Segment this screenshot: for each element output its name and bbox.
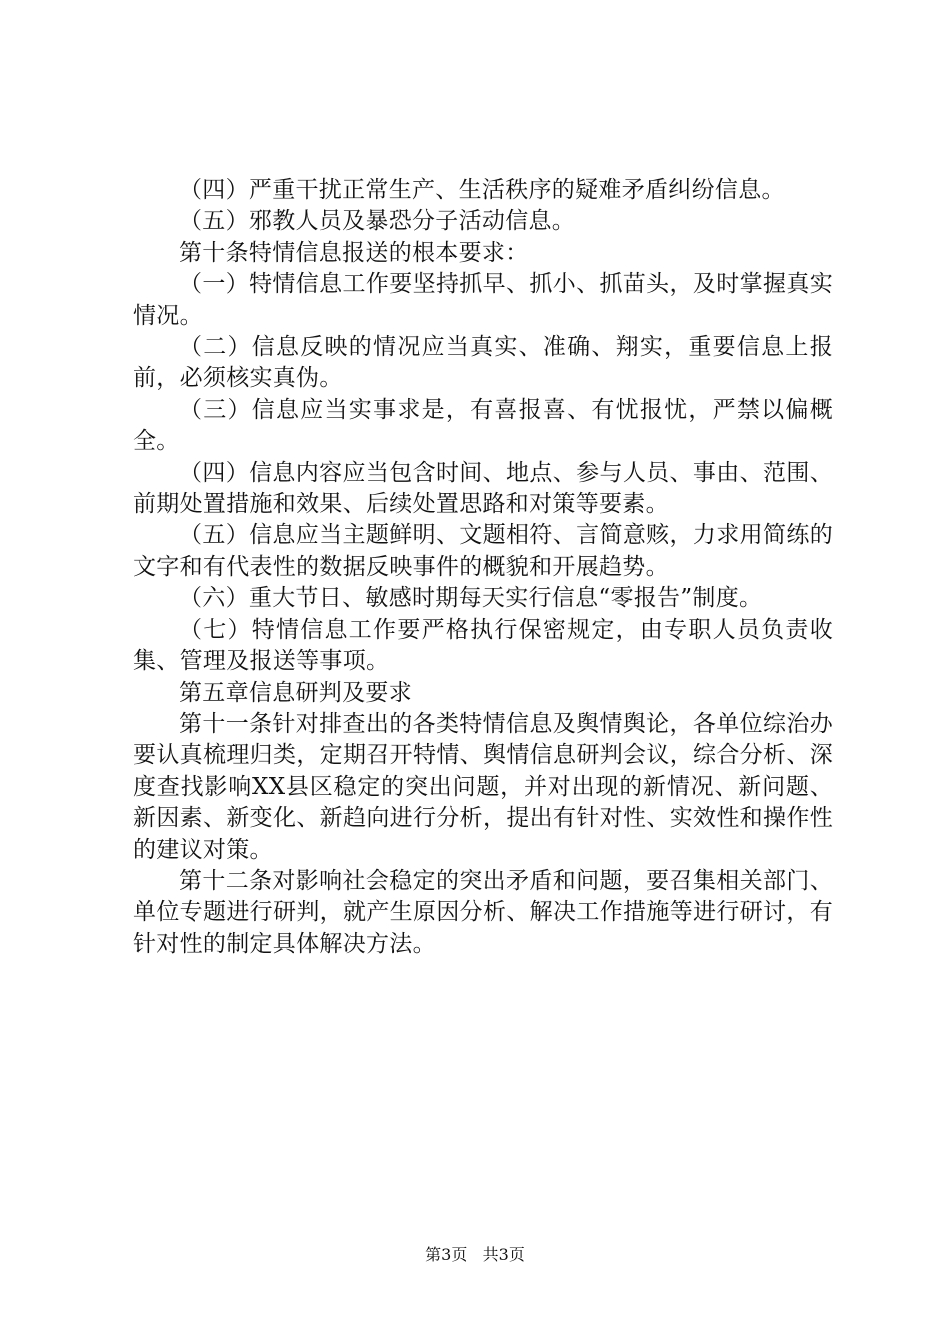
page-number: 第3页 xyxy=(425,1245,468,1264)
paragraph-item-4-severe-disturbance: （四）严重干扰正常生产、生活秩序的疑难矛盾纠纷信息。 xyxy=(179,177,785,203)
footer-spacer xyxy=(472,1245,477,1264)
chapter-5-heading: 第五章信息研判及要求 xyxy=(179,679,412,706)
paragraph-requirement-5: （五）信息应当主题鲜明、文题相符、言简意赅，力求用简练的文字和有代表性的数据反映事件的概貌和开展趋势。 xyxy=(133,522,833,580)
paragraph-item-5-cult-activity: （五）邪教人员及暴恐分子活动信息。 xyxy=(179,208,576,235)
paragraph-requirement-1: （一）特情信息工作要坚持抓早、抓小、抓苗头，及时掌握真实情况。 xyxy=(133,271,833,329)
paragraph-requirement-3: （三）信息应当实事求是，有喜报喜、有忧报忧，严禁以偏概全。 xyxy=(133,396,833,455)
article-12-paragraph: 第十二条对影响社会稳定的突出矛盾和问题，要召集相关部门、单位专题进行研判，就产生原因分析、解决工作措施等进行研讨，有针对性的制定具体解决方法。 xyxy=(133,867,833,957)
paragraph-requirement-2: （二）信息反映的情况应当真实、准确、翔实，重要信息上报前，必须核实真伪。 xyxy=(133,334,833,392)
paragraph-requirement-4: （四）信息内容应当包含时间、地点、参与人员、事由、范围、前期处置措施和效果、后续处置思路和对策等要素。 xyxy=(133,459,833,518)
paragraph-requirement-7: （七）特情信息工作要严格执行保密规定，由专职人员负责收集、管理及报送等事项。 xyxy=(133,616,833,675)
page-total: 共3页 xyxy=(482,1245,525,1264)
document-body xyxy=(133,175,833,960)
paragraph-requirement-6: （六）重大节日、敏感时期每天实行信息“零报告”制度。 xyxy=(179,585,763,612)
page-footer xyxy=(0,1245,950,1265)
article-11-paragraph: 第十一条针对排查出的各类特情信息及舆情舆论，各单位综治办要认真梳理归类，定期召开特情、舆情信息研判会议，综合分析、深度查找影响XX县区稳定的突出问题，并对出现的新情况、新问题、新因素、新变化、新趋向进行分析，提出有针对性、实效性和操作性的建议对策。 xyxy=(133,710,833,863)
article-10-heading: 第十条特情信息报送的根本要求： xyxy=(179,239,529,266)
